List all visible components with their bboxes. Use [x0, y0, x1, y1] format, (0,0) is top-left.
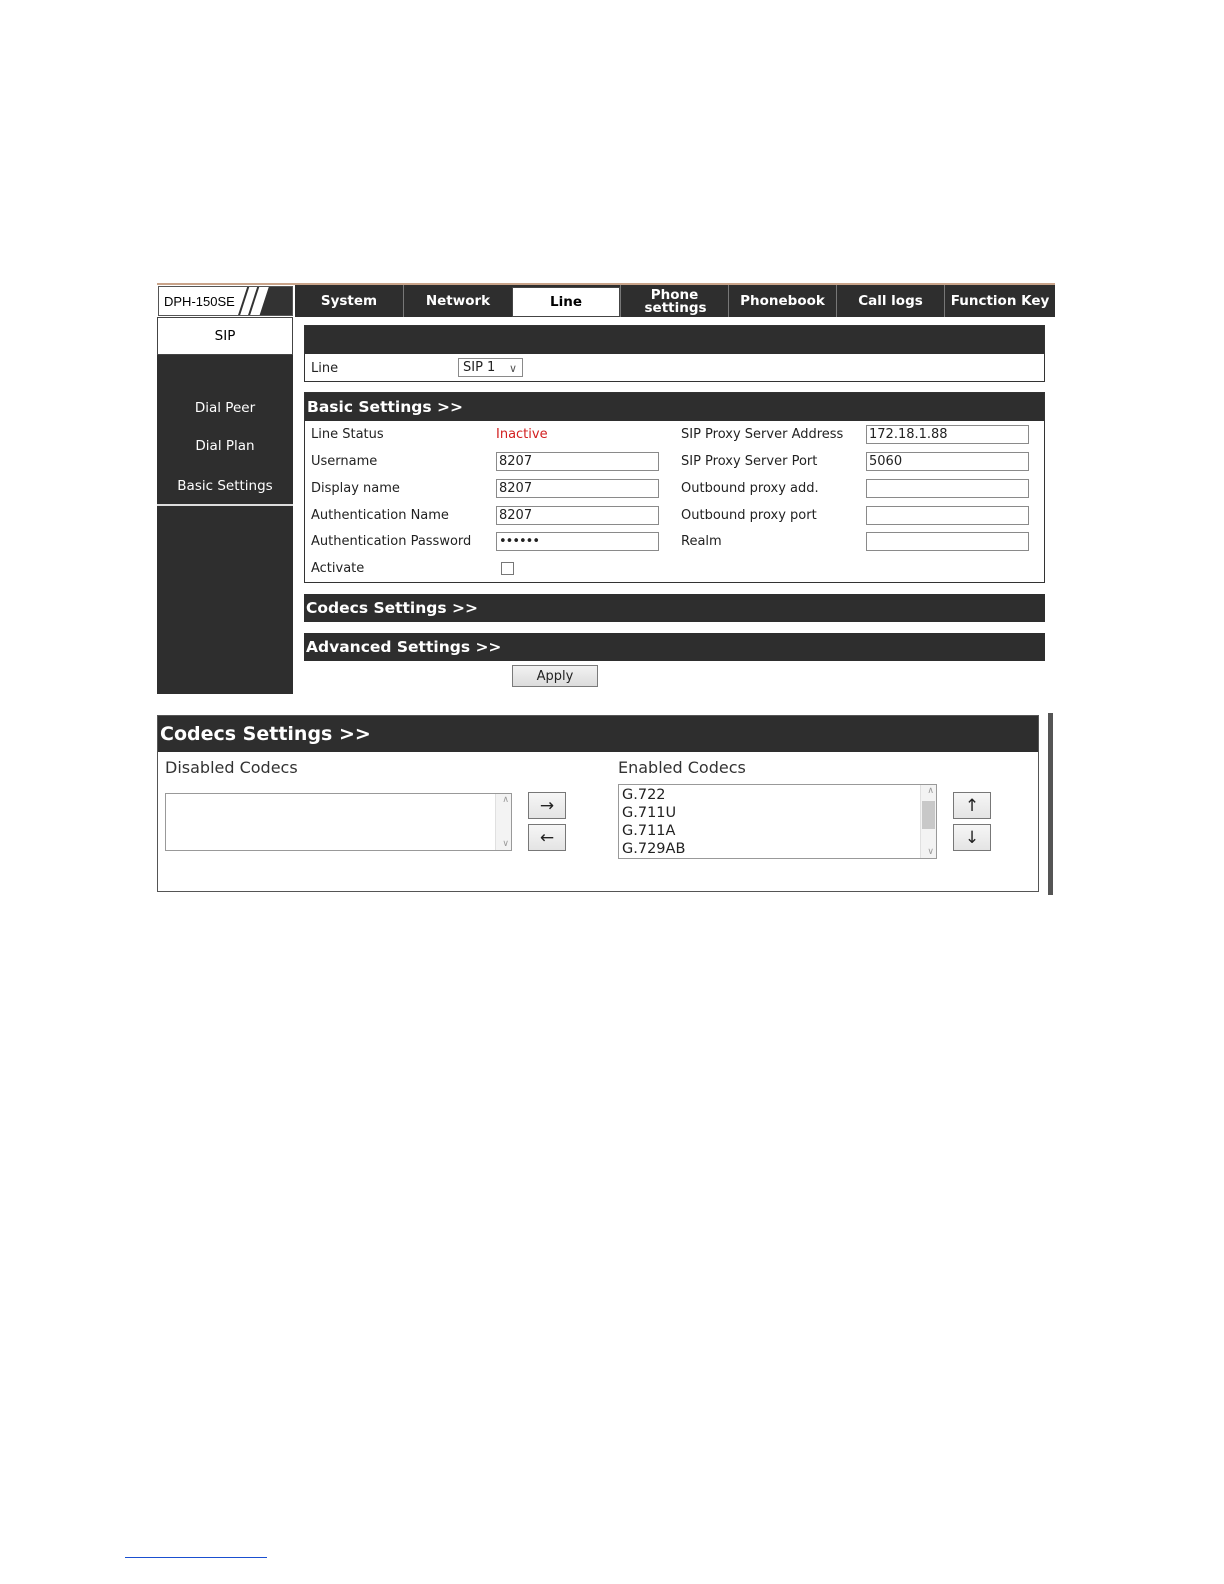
tab-phonebook[interactable]: Phonebook — [728, 285, 836, 317]
outbound-proxy-add-label: Outbound proxy add. — [681, 481, 819, 496]
list-item[interactable]: G.711A — [622, 823, 676, 839]
chevron-down-icon: ∨ — [508, 362, 517, 375]
move-right-button[interactable]: → — [528, 792, 566, 819]
tab-phone-settings-label: Phone settings — [644, 287, 707, 316]
list-item[interactable]: G.711U — [622, 805, 677, 821]
line-select-panel-header — [305, 326, 1044, 354]
sidebar-item-basic-settings[interactable]: Basic Settings — [177, 478, 273, 494]
enabled-codecs-scrollbar[interactable] — [920, 785, 936, 858]
basic-settings-panel — [304, 392, 1045, 583]
codecs-settings-bar[interactable]: Codecs Settings >> — [304, 594, 1045, 622]
scroll-down-icon[interactable]: ∨ — [927, 847, 934, 857]
activate-checkbox[interactable] — [501, 562, 514, 575]
auth-name-field[interactable]: 8207 — [496, 506, 659, 525]
disabled-codecs-scrollbar[interactable] — [495, 794, 511, 850]
tab-line[interactable]: Line — [512, 287, 620, 317]
move-down-button[interactable]: ↓ — [953, 824, 991, 851]
realm-label: Realm — [681, 534, 722, 549]
disabled-codecs-label: Disabled Codecs — [165, 758, 298, 777]
sidebar-item-dial-plan[interactable]: Dial Plan — [195, 438, 255, 454]
outbound-proxy-add-field[interactable] — [866, 479, 1029, 498]
logo-dark-decoration — [259, 287, 293, 316]
sip-line-settings-screenshot — [157, 283, 1055, 694]
activate-label: Activate — [311, 561, 365, 576]
outbound-proxy-port-label: Outbound proxy port — [681, 508, 817, 523]
proxy-address-label: SIP Proxy Server Address — [681, 427, 844, 442]
apply-button[interactable]: Apply — [512, 665, 598, 687]
username-label: Username — [311, 454, 378, 469]
scroll-up-icon[interactable]: ∧ — [927, 786, 934, 796]
list-item[interactable]: G.722 — [622, 787, 666, 803]
outbound-proxy-port-field[interactable] — [866, 506, 1029, 525]
sidebar — [157, 317, 293, 694]
device-model-label: DPH-150SE — [164, 294, 235, 309]
advanced-settings-bar[interactable]: Advanced Settings >> — [304, 633, 1045, 661]
display-name-label: Display name — [311, 481, 400, 496]
move-up-button[interactable]: ↑ — [953, 792, 991, 819]
proxy-port-field[interactable]: 5060 — [866, 452, 1029, 471]
right-edge-bar — [1048, 713, 1053, 895]
basic-settings-header[interactable]: Basic Settings >> — [305, 393, 1044, 421]
display-name-field[interactable]: 8207 — [496, 479, 659, 498]
tab-network[interactable]: Network — [403, 285, 512, 317]
scroll-down-icon[interactable]: ∨ — [502, 839, 509, 849]
auth-password-label: Authentication Password — [311, 534, 472, 549]
scrollbar-thumb[interactable] — [922, 801, 935, 829]
proxy-port-label: SIP Proxy Server Port — [681, 454, 818, 469]
disabled-codecs-list[interactable] — [165, 793, 512, 851]
footnote-divider — [125, 1557, 267, 1558]
tab-call-logs[interactable]: Call logs — [836, 285, 944, 317]
scroll-up-icon[interactable]: ∧ — [502, 795, 509, 805]
line-select-dropdown[interactable] — [458, 358, 523, 377]
tab-system[interactable]: System — [320, 292, 378, 309]
enabled-codecs-label: Enabled Codecs — [618, 758, 746, 777]
line-select-value: SIP 1 — [463, 360, 496, 375]
device-logo — [158, 286, 293, 316]
line-status-label: Line Status — [311, 427, 384, 442]
tab-phone-settings[interactable] — [620, 285, 728, 317]
tab-function-key[interactable]: Function Key — [944, 285, 1055, 317]
auth-name-label: Authentication Name — [311, 508, 449, 523]
proxy-address-field[interactable]: 172.18.1.88 — [866, 425, 1029, 444]
line-status-value: Inactive — [496, 427, 548, 442]
sidebar-item-sip[interactable]: SIP — [157, 317, 293, 355]
username-field[interactable]: 8207 — [496, 452, 659, 471]
list-item[interactable]: G.729AB — [622, 841, 686, 857]
main-nav-tabs — [295, 285, 1055, 317]
enabled-codecs-list[interactable] — [618, 784, 937, 859]
move-left-button[interactable]: ← — [528, 824, 566, 851]
codecs-panel-header[interactable]: Codecs Settings >> — [158, 716, 1038, 752]
realm-field[interactable] — [866, 532, 1029, 551]
sidebar-divider — [157, 504, 293, 506]
codecs-settings-screenshot — [157, 715, 1055, 897]
sidebar-item-dial-peer[interactable]: Dial Peer — [194, 400, 256, 416]
auth-password-field[interactable]: •••••• — [496, 532, 659, 551]
line-label: Line — [311, 361, 339, 376]
line-select-panel — [304, 325, 1045, 382]
